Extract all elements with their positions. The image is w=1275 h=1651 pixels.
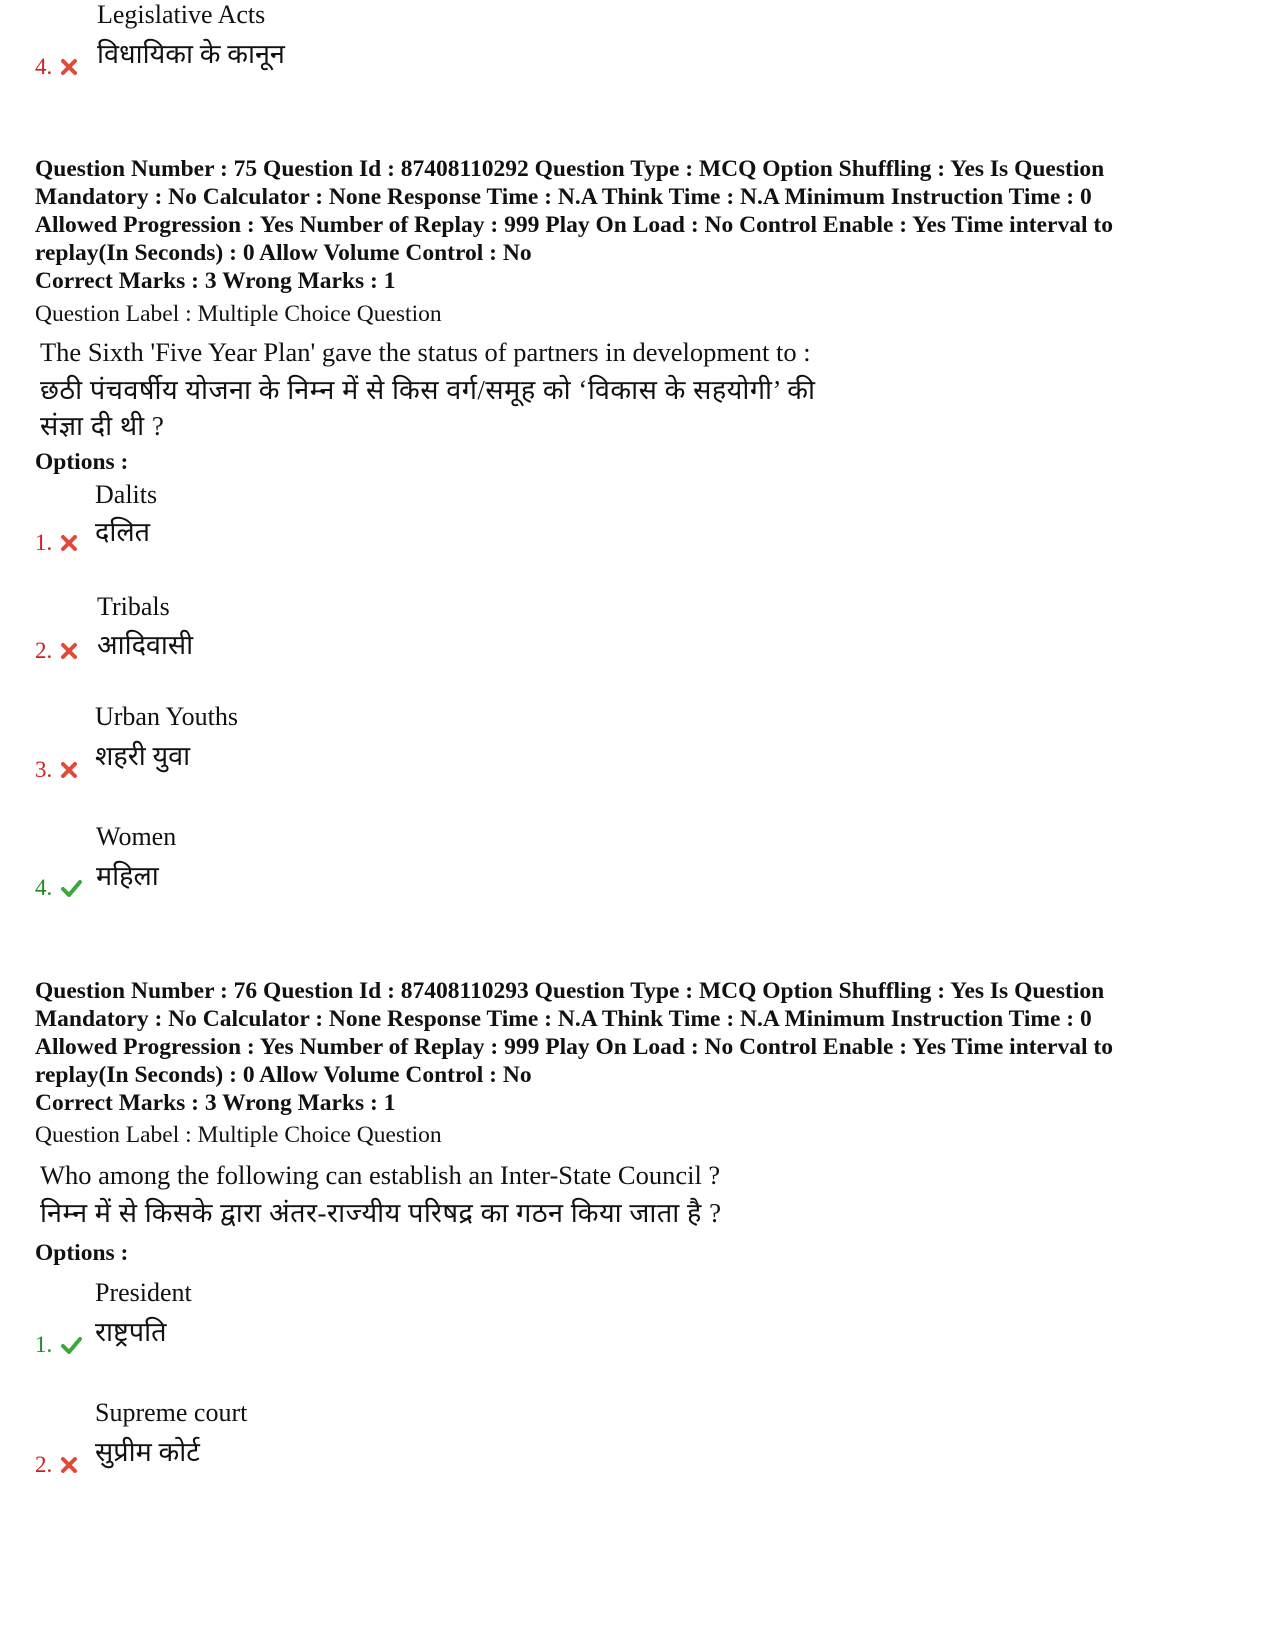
option-text-hi: दलित bbox=[95, 517, 151, 547]
question-text-en: Who among the following can establish an Inter-State Council ? bbox=[40, 1160, 721, 1190]
question-text-hi: निम्न में से किसके द्वारा अंतर-राज्यीय परिषद्र का गठन किया जाता है ? bbox=[40, 1198, 722, 1228]
cross-icon bbox=[60, 642, 78, 660]
meta-line: replay(In Seconds) : 0 Allow Volume Control : No bbox=[35, 240, 532, 266]
option-text-hi: शहरी युवा bbox=[95, 741, 191, 771]
option-number bbox=[35, 1332, 82, 1358]
option-text-en: Urban Youths bbox=[95, 702, 239, 731]
option-number bbox=[35, 757, 78, 783]
question-marks: Correct Marks : 3 Wrong Marks : 1 bbox=[35, 268, 396, 294]
option-text-hi: विधायिका के कानून bbox=[97, 39, 285, 69]
option-number-label: 4. bbox=[35, 875, 53, 900]
option-text-en: Legislative Acts bbox=[97, 0, 266, 29]
option-number bbox=[35, 1452, 78, 1478]
meta-line: replay(In Seconds) : 0 Allow Volume Control : No bbox=[35, 1062, 532, 1088]
option-number bbox=[35, 54, 78, 80]
check-icon bbox=[60, 1336, 82, 1354]
cross-icon bbox=[60, 534, 78, 552]
meta-line: Mandatory : No Calculator : None Response Time : N.A Think Time : N.A Minimum Instruction Time : 0 bbox=[35, 184, 1092, 210]
option-number-label: 2. bbox=[35, 1452, 53, 1477]
options-header: Options : bbox=[35, 449, 129, 475]
cross-icon bbox=[60, 1456, 78, 1474]
option-number-label: 4. bbox=[35, 54, 53, 79]
option-text-hi: महिला bbox=[96, 861, 159, 891]
meta-line: Question Number : 75 Question Id : 87408110292 Question Type : MCQ Option Shuffling : Yes Is Question bbox=[35, 156, 1105, 182]
meta-line: Question Number : 76 Question Id : 87408110293 Question Type : MCQ Option Shuffling : Yes Is Question bbox=[35, 978, 1105, 1004]
option-number bbox=[35, 530, 78, 556]
meta-line: Allowed Progression : Yes Number of Replay : 999 Play On Load : No Control Enable : Yes Time interval to bbox=[35, 1034, 1113, 1060]
meta-line: Allowed Progression : Yes Number of Replay : 999 Play On Load : No Control Enable : Yes Time interval to bbox=[35, 212, 1113, 238]
option-number-label: 2. bbox=[35, 638, 53, 663]
question-text-en: The Sixth 'Five Year Plan' gave the status of partners in development to : bbox=[40, 337, 811, 367]
cross-icon bbox=[60, 761, 78, 779]
question-marks: Correct Marks : 3 Wrong Marks : 1 bbox=[35, 1090, 396, 1116]
option-number-label: 3. bbox=[35, 757, 53, 782]
question-label: Question Label : Multiple Choice Question bbox=[35, 1122, 442, 1148]
option-text-en: Tribals bbox=[97, 592, 170, 621]
option-text-hi: आदिवासी bbox=[97, 630, 194, 660]
question-meta bbox=[35, 155, 1235, 267]
options-header: Options : bbox=[35, 1240, 129, 1266]
option-number bbox=[35, 875, 82, 901]
option-number bbox=[35, 638, 78, 664]
option-text-en: Women bbox=[96, 822, 177, 851]
question-text-hi: छठी पंचवर्षीय योजना के निम्न में से किस वर्ग/समूह को ‘विकास के सहयोगी’ की bbox=[40, 375, 816, 405]
cross-icon bbox=[60, 58, 78, 76]
question-meta bbox=[35, 977, 1235, 1089]
option-text-hi: राष्ट्रपति bbox=[95, 1317, 167, 1347]
option-text-en: Dalits bbox=[95, 480, 158, 509]
option-number-label: 1. bbox=[35, 1332, 53, 1357]
option-text-en: Supreme court bbox=[95, 1398, 248, 1427]
option-text-en: President bbox=[95, 1278, 192, 1307]
option-text-hi: सुप्रीम कोर्ट bbox=[95, 1437, 200, 1467]
question-text-hi: संज्ञा दी थी ? bbox=[40, 411, 165, 441]
option-number-label: 1. bbox=[35, 530, 53, 555]
question-label: Question Label : Multiple Choice Question bbox=[35, 301, 442, 327]
check-icon bbox=[60, 879, 82, 897]
meta-line: Mandatory : No Calculator : None Response Time : N.A Think Time : N.A Minimum Instruction Time : 0 bbox=[35, 1006, 1092, 1032]
